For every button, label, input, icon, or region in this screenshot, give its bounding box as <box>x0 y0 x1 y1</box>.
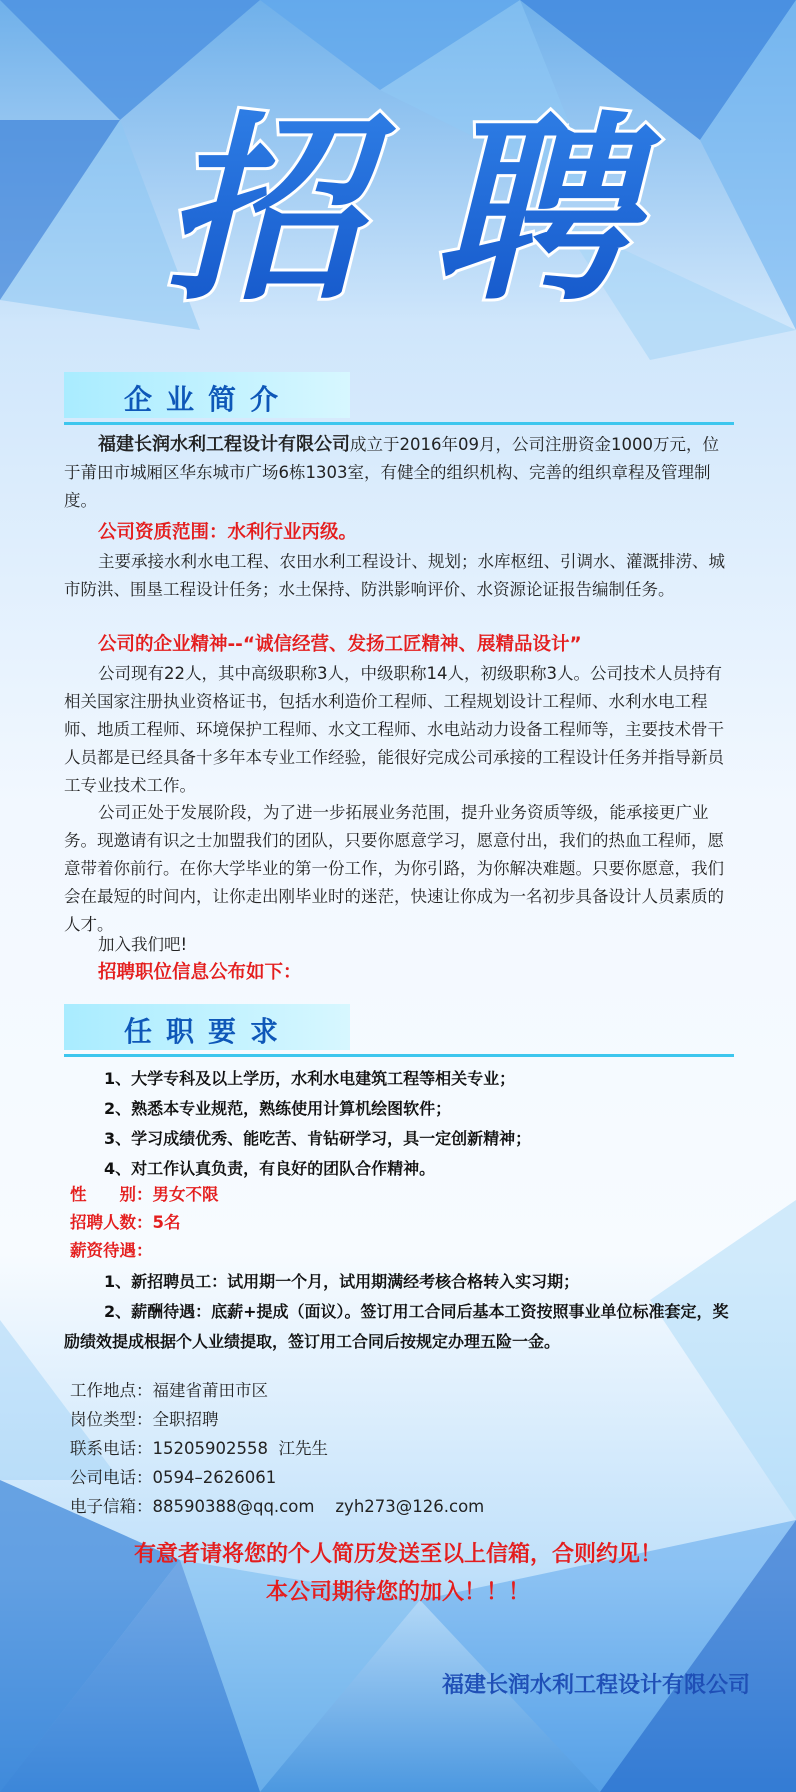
footer-company-name: 福建长润水利工程设计有限公司 <box>441 1673 750 1698</box>
list-item: 1、大学专科及以上学历，水利水电建筑工程等相关专业； <box>104 1069 516 1088</box>
work-location: 工作地点：福建省莆田市区 <box>70 1381 268 1400</box>
spirit-heading: 公司的企业精神--“诚信经营、发扬工匠精神、展精品设计” <box>98 634 582 655</box>
section-title: 企业简介 <box>124 383 293 416</box>
list-item: 2、薪酬待遇：底薪+提成（面议）。签订用工合同后基本工资按照事业单位标准套定，奖励绩效提成根据个人业绩提取，签订用工合同后按规定办理五险一金。 <box>64 1302 729 1351</box>
cta-line-1: 有意者请将您的个人简历发送至以上信箱，合则约见！ <box>133 1542 662 1567</box>
contact-phone: 联系电话：15205902558 江先生 <box>70 1439 328 1458</box>
section-divider <box>64 1054 734 1057</box>
company-name: 福建长润水利工程设计有限公司 <box>98 434 350 455</box>
intro-text: 成立于2016年09月，公司注册资金1000万元，位于莆田市城厢区华东城市广场6栋1303室，有健全的组织机构、完善的组织章程及管理制度。 <box>64 435 719 510</box>
call-to-action <box>0 1536 796 1612</box>
salary-list <box>64 1267 744 1357</box>
list-item: 1、新招聘员工：试用期一个月，试用期满经考核合格转入实习期； <box>104 1272 580 1291</box>
qualification-paragraph: 主要承接水利水电工程、农田水利工程设计、规划；水库枢纽、引调水、灌溉排涝、城市防洪、围垦工程设计任务；水土保持、防洪影响评价、水资源论证报告编制任务。 <box>64 552 725 599</box>
staff-paragraph: 公司现有22人，其中高级职称3人，中级职称14人，初级职称3人。公司技术人员持有相关国家注册执业资格证书，包括水利造价工程师、工程规划设计工程师、水利水电工程师、地质工程师、环境保护工程师、水文工程师、水电站动力设备工程师等，主要技术骨干人员都是已经具备十多年本专业工作经验，能很好完成公司承接的工程设计任务并指导新员工专业技术工作。 <box>64 664 724 795</box>
development-paragraph: 公司正处于发展阶段，为了进一步拓展业务范围，提升业务资质等级，能承接更广业务。现邀请有识之士加盟我们的团队，只要你愿意学习，愿意付出，我们的热血工程师，愿意带着你前行。在你大学毕业的第一份工作，为你引路，为你解决难题。只要你愿意，我们会在最短的时间内，让你走出刚毕业时的迷茫，快速让你成为一名初步具备设计人员素质的人才。 <box>64 803 724 934</box>
title-text: 招 聘 <box>163 95 633 328</box>
company-phone: 公司电话：0594–2626061 <box>70 1468 277 1487</box>
email-address: 电子信箱：88590388@qq.com zyh273@126.com <box>70 1497 485 1516</box>
list-item: 3、学习成绩优秀、能吃苦、肯钻研学习，具一定创新精神； <box>104 1129 532 1148</box>
list-item: 4、对工作认真负责，有良好的团队合作精神。 <box>104 1159 436 1178</box>
positions-heading: 招聘职位信息公布如下： <box>98 962 302 983</box>
salary-heading: 薪资待遇： <box>70 1241 153 1260</box>
list-item: 2、熟悉本专业规范，熟练使用计算机绘图软件； <box>104 1099 452 1118</box>
requirements-list <box>64 1064 744 1184</box>
qualification-heading: 公司资质范围：水利行业丙级。 <box>98 522 358 543</box>
section-header-company-intro <box>64 372 734 428</box>
company-intro-paragraph <box>64 431 732 515</box>
headcount-info: 招聘人数：5名 <box>70 1213 181 1232</box>
join-text: 加入我们吧! <box>98 935 188 954</box>
job-type: 岗位类型：全职招聘 <box>70 1410 219 1429</box>
section-title: 任职要求 <box>124 1015 293 1048</box>
poster-title <box>0 70 796 330</box>
gender-info: 性 别：男女不限 <box>70 1185 219 1204</box>
contact-info <box>70 1376 670 1521</box>
section-header-requirements <box>64 1004 734 1060</box>
cta-line-2: 本公司期待您的加入！！！ <box>265 1580 530 1605</box>
section-divider <box>64 422 734 425</box>
